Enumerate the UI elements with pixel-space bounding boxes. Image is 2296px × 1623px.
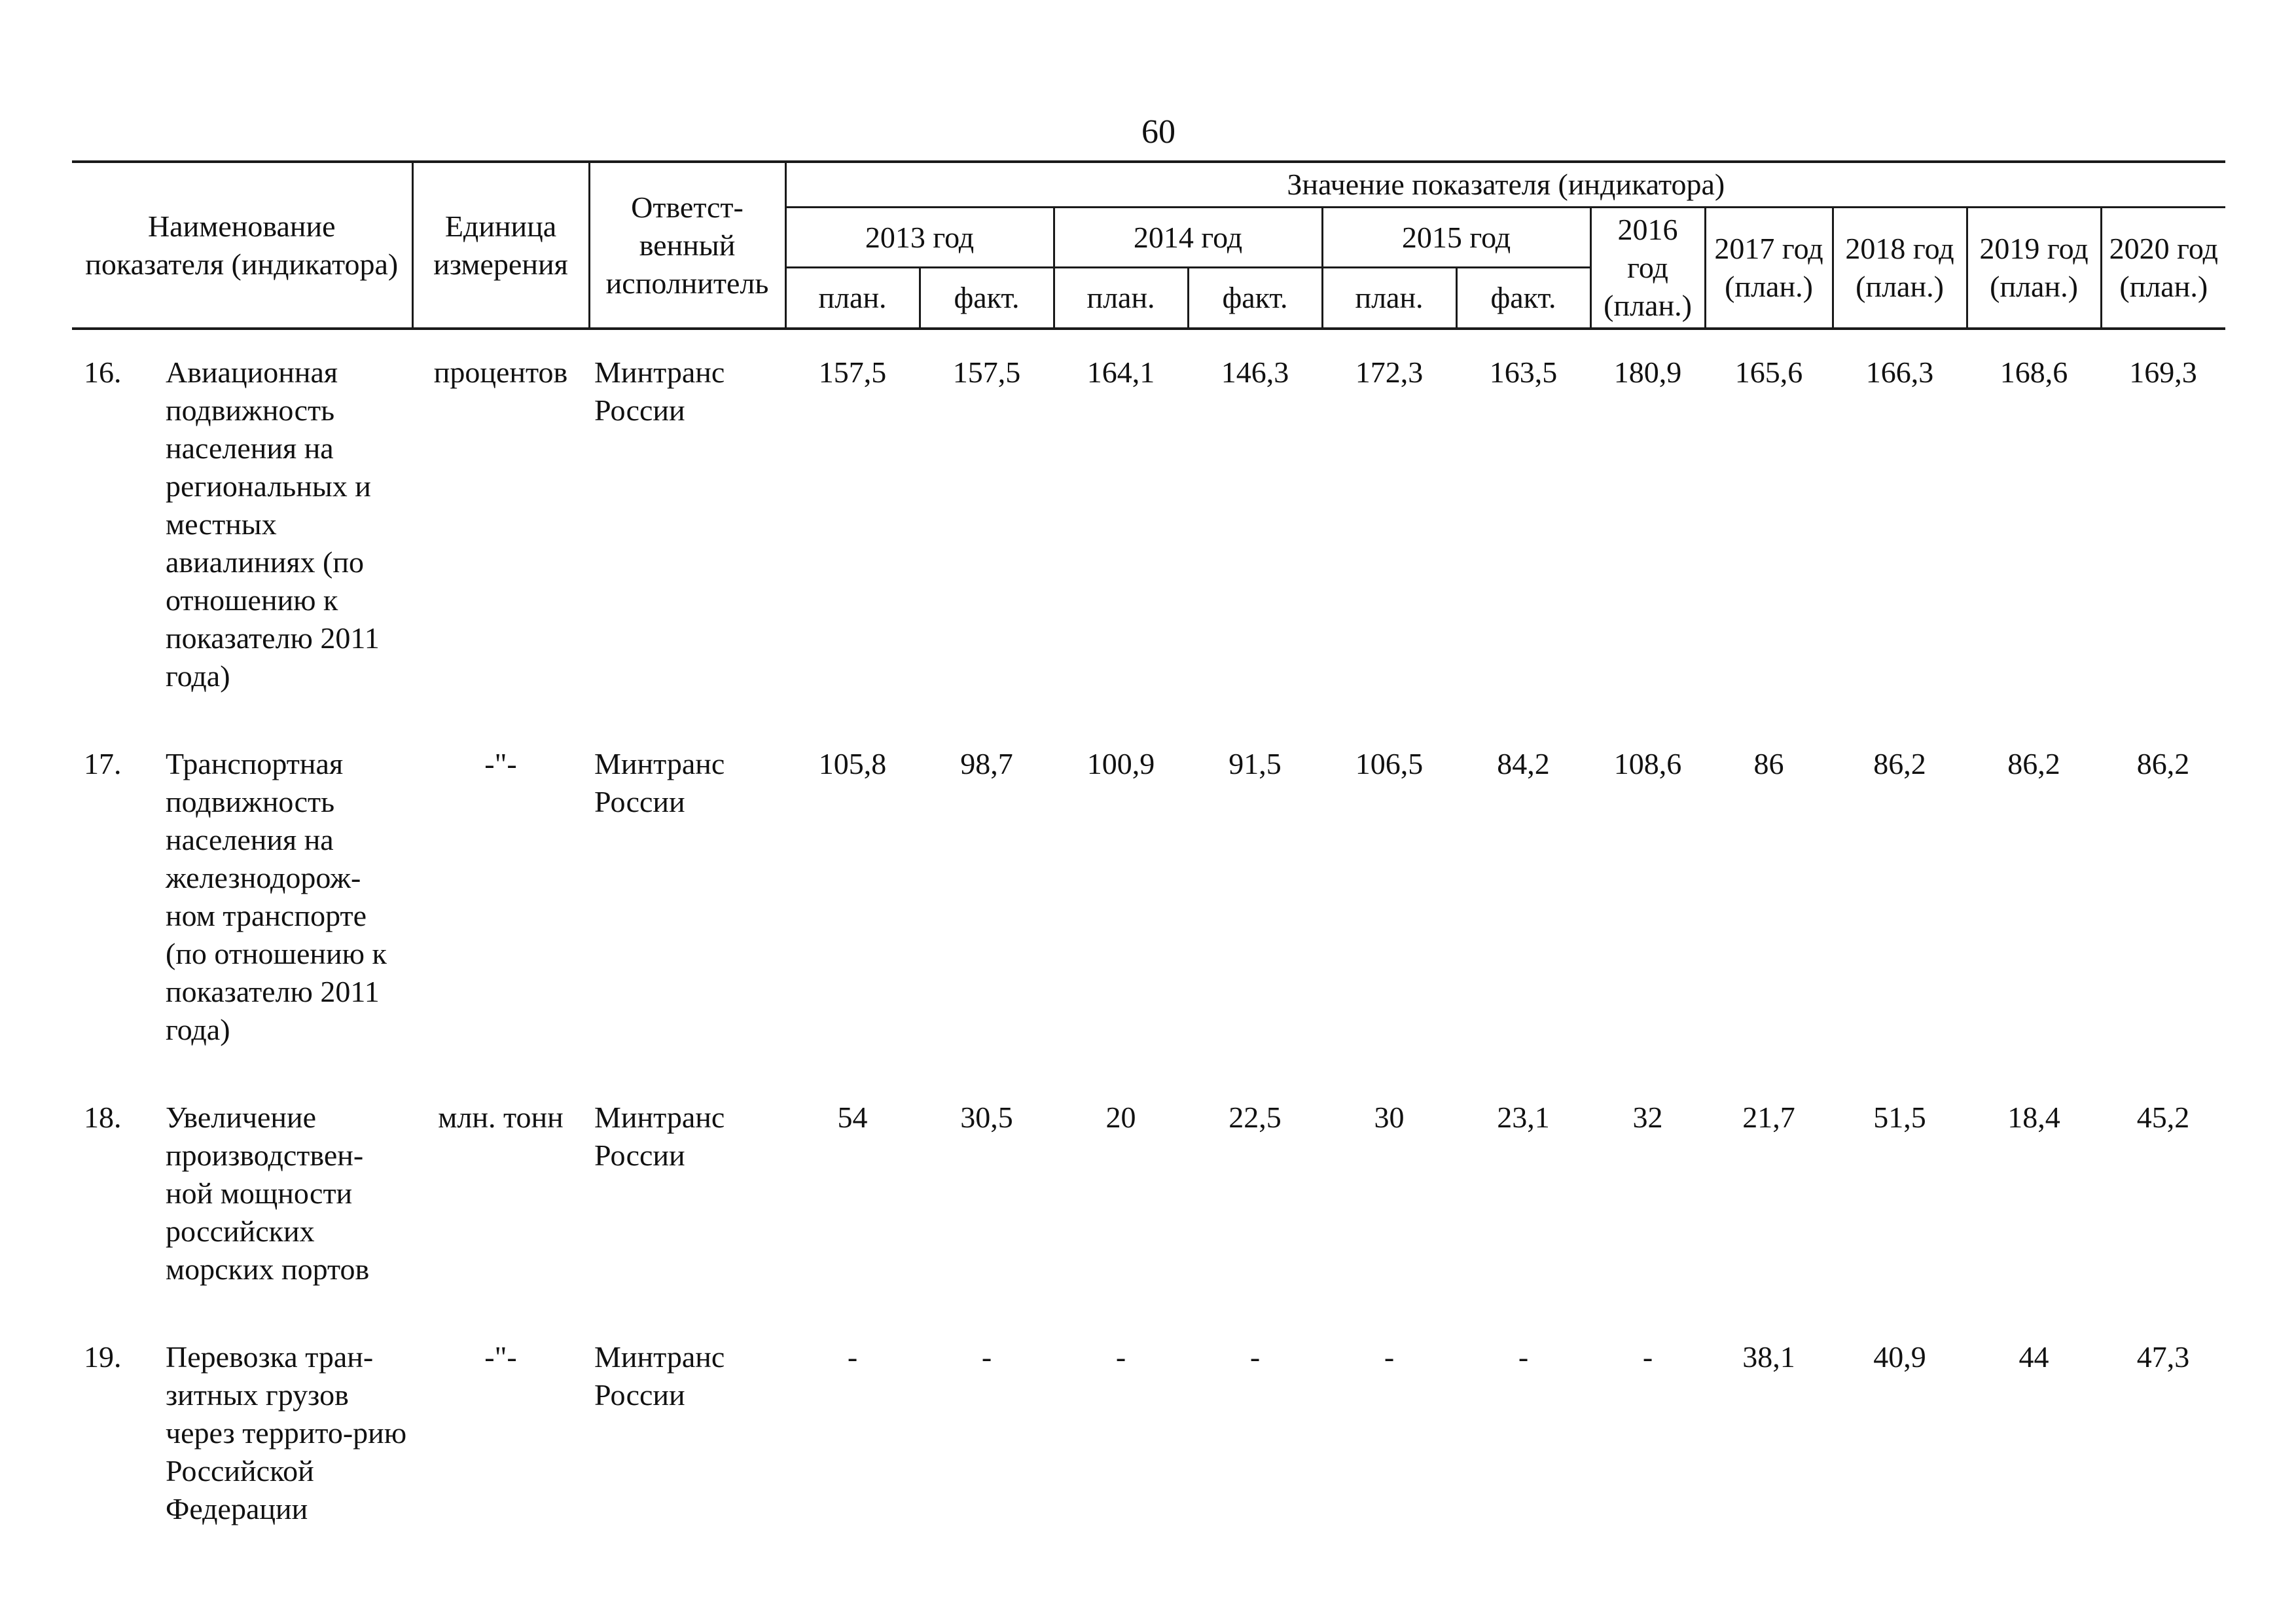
indicator-value: 146,3: [1221, 356, 1289, 389]
indicator-value: 30,5: [960, 1101, 1013, 1134]
indicator-value: -: [1249, 1340, 1261, 1374]
indicator-value: 54: [837, 1101, 868, 1134]
indicator-value: 30: [1374, 1101, 1405, 1134]
indicator-value: -: [1384, 1340, 1395, 1374]
indicator-value: 166,3: [1865, 356, 1934, 389]
header-2013-plan: план.: [785, 268, 920, 329]
indicator-value: 100,9: [1086, 747, 1155, 780]
indicator-value: -: [1642, 1340, 1653, 1374]
header-unit: Единица измерения: [412, 162, 589, 329]
header-year-2014: 2014 год: [1054, 208, 1322, 268]
responsible-value: Минтранс России: [594, 356, 725, 427]
indicator-value: 165,6: [1734, 356, 1803, 389]
header-2015-fact: факт.: [1456, 268, 1590, 329]
indicator-name: Перевозка тран-зитных грузов через террито-рию Российской Федерации: [166, 1340, 407, 1525]
unit-value: -"-: [484, 747, 517, 780]
indicator-value: 32: [1632, 1101, 1663, 1134]
indicator-value: 86,2: [1873, 747, 1926, 780]
indicator-value: 98,7: [960, 747, 1013, 780]
header-2014-fact: факт.: [1188, 268, 1322, 329]
indicator-value: 20: [1105, 1101, 1136, 1134]
indicator-value: 169,3: [2129, 356, 2197, 389]
unit-value: -"-: [484, 1340, 517, 1374]
indicator-value: 105,8: [818, 747, 887, 780]
row-number: 16.: [84, 356, 122, 389]
page-number: 60: [1141, 113, 1175, 151]
table-row: [72, 721, 2225, 1075]
header-year-2017: 2017 год (план.): [1705, 208, 1833, 329]
unit-value: млн. тонн: [438, 1101, 564, 1134]
header-indicator-name: Наименование показателя (индикатора): [72, 162, 412, 329]
unit-value: процентов: [433, 356, 568, 389]
row-number: 19.: [84, 1340, 122, 1374]
indicator-value: -: [847, 1340, 858, 1374]
header-year-2019: 2019 год (план.): [1967, 208, 2101, 329]
indicator-value: 86,2: [2136, 747, 2190, 780]
responsible-value: Минтранс России: [594, 1340, 725, 1412]
table-row: [72, 329, 2225, 721]
indicator-value: 157,5: [818, 356, 887, 389]
indicator-value: 18,4: [2007, 1101, 2060, 1134]
indicator-value: 22,5: [1229, 1101, 1282, 1134]
indicator-value: 23,1: [1497, 1101, 1550, 1134]
header-responsible: Ответст-венный исполнитель: [589, 162, 785, 329]
indicator-value: 168,6: [2000, 356, 2068, 389]
header-year-2018: 2018 год (план.): [1833, 208, 1967, 329]
indicator-value: 106,5: [1355, 747, 1424, 780]
indicator-value: 44: [2018, 1340, 2049, 1374]
header-year-2016: 2016 год (план.): [1590, 208, 1705, 329]
row-number: 17.: [84, 747, 122, 780]
indicator-value: 164,1: [1086, 356, 1155, 389]
table-body: [72, 329, 2225, 1554]
indicator-value: -: [981, 1340, 992, 1374]
row-number: 18.: [84, 1101, 122, 1134]
responsible-value: Минтранс России: [594, 1101, 725, 1172]
indicator-value: 86: [1753, 747, 1784, 780]
indicator-name: Транспортная подвижность населения на железнодорож-ном транспорте (по отношению к показателю 2011 года): [166, 747, 387, 1046]
indicator-value: 84,2: [1497, 747, 1550, 780]
indicator-value: 47,3: [2136, 1340, 2190, 1374]
table-row: [72, 1315, 2225, 1554]
indicator-value: -: [1115, 1340, 1126, 1374]
indicator-value: -: [1518, 1340, 1529, 1374]
indicators-table: [72, 160, 2225, 1554]
indicator-name: Увеличение производствен-ной мощности российских морских портов: [166, 1101, 370, 1286]
header-year-2015: 2015 год: [1322, 208, 1590, 268]
indicator-value: 45,2: [2136, 1101, 2190, 1134]
indicator-value: 180,9: [1613, 356, 1682, 389]
indicator-name: Авиационная подвижность населения на региональных и местных авиалиниях (по отношению к показателю 2011 года): [166, 356, 380, 693]
indicator-value: 21,7: [1742, 1101, 1795, 1134]
table-row: [72, 1075, 2225, 1315]
indicator-value: 108,6: [1613, 747, 1682, 780]
indicator-value: 157,5: [952, 356, 1021, 389]
indicator-value: 40,9: [1873, 1340, 1926, 1374]
indicator-value: 91,5: [1229, 747, 1282, 780]
header-values-group: Значение показателя (индикатора): [785, 162, 2225, 208]
responsible-value: Минтранс России: [594, 747, 725, 818]
header-2014-plan: план.: [1054, 268, 1188, 329]
header-year-2013: 2013 год: [785, 208, 1054, 268]
table-header: [72, 162, 2225, 329]
header-year-2020: 2020 год (план.): [2101, 208, 2225, 329]
indicator-value: 163,5: [1489, 356, 1558, 389]
header-2013-fact: факт.: [920, 268, 1054, 329]
indicator-value: 51,5: [1873, 1101, 1926, 1134]
indicator-value: 86,2: [2007, 747, 2060, 780]
header-2015-plan: план.: [1322, 268, 1456, 329]
indicator-value: 38,1: [1742, 1340, 1795, 1374]
indicator-value: 172,3: [1355, 356, 1424, 389]
